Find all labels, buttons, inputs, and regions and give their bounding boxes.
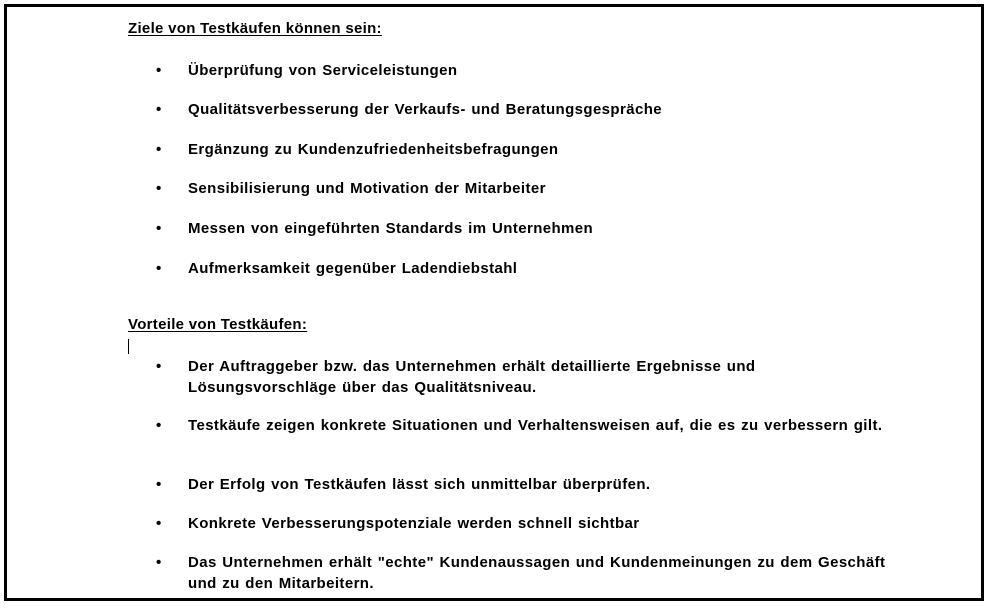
list-item — [128, 513, 888, 534]
list-item-text: Messen von eingeführten Standards im Unternehmen — [188, 220, 594, 237]
list-item-text: Konkrete Verbesserungspotenziale werden schnell sichtbar — [188, 515, 640, 532]
bullet-icon: • — [156, 260, 162, 277]
list-item-text: Aufmerksamkeit gegenüber Ladendiebstahl — [188, 260, 518, 277]
list-item — [128, 552, 888, 594]
document-frame — [4, 4, 984, 601]
list-item — [128, 218, 888, 239]
list-item — [128, 139, 888, 160]
bullet-icon: • — [156, 476, 162, 493]
list-item — [128, 415, 888, 436]
bullet-icon: • — [156, 180, 162, 197]
list-item-text: Der Auftraggeber bzw. das Unternehmen erhält detaillierte Ergebnisse und Lösungsvorschläge über das Qualitätsniveau. — [188, 358, 756, 396]
list-item — [128, 99, 888, 120]
text-cursor — [128, 339, 129, 354]
list-item — [128, 60, 888, 81]
bullet-icon: • — [156, 141, 162, 158]
list-item — [128, 474, 888, 495]
list-item — [128, 178, 888, 199]
list-item-text: Das Unternehmen erhält "echte" Kundenaussagen und Kundenmeinungen zu dem Geschäft und zu den Mitarbeitern. — [188, 554, 886, 592]
list-item — [128, 258, 888, 279]
list-item-text: Sensibilisierung und Motivation der Mitarbeiter — [188, 180, 546, 197]
list-item-text: Qualitätsverbesserung der Verkaufs- und Beratungsgespräche — [188, 101, 663, 118]
section-heading-vorteile: Vorteile von Testkäufen: — [128, 316, 308, 333]
list-item-text: Testkäufe zeigen konkrete Situationen und Verhaltensweisen auf, die es zu verbessern gilt. — [188, 417, 883, 434]
list-item-text: Der Erfolg von Testkäufen lässt sich unmittelbar überprüfen. — [188, 476, 651, 493]
bullet-icon: • — [156, 101, 162, 118]
list-item — [128, 356, 888, 398]
section-heading-ziele: Ziele von Testkäufen können sein: — [128, 20, 382, 37]
list-item-text: Ergänzung zu Kundenzufriedenheitsbefragungen — [188, 141, 559, 158]
bullet-icon: • — [156, 220, 162, 237]
bullet-icon: • — [156, 62, 162, 79]
bullet-icon: • — [156, 515, 162, 532]
bullet-icon: • — [156, 554, 162, 571]
list-item-text: Überprüfung von Serviceleistungen — [188, 62, 458, 79]
bullet-icon: • — [156, 358, 162, 375]
bullet-icon: • — [156, 417, 162, 434]
